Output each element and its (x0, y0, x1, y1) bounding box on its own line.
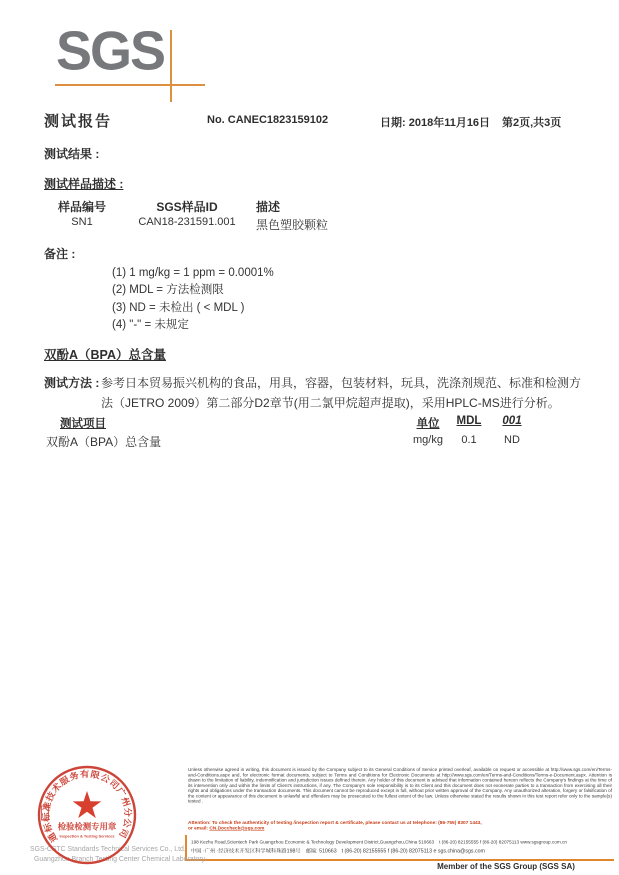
legal-disclaimer: Unless otherwise agreed in writing, this document is issued by the Company subject to its General Conditions of Service printed overleaf, available on request or accessible at http://www.sgs.com/en/Terms-and-Conditions.aspx and, for electronic format documents, subject to Terms and Conditions for Electronic Documents at http://www.sgs.com/en/Terms-and-Conditions/Terms-e-Document.aspx. Attention is drawn to the limitation of liability, indemnification and jurisdiction issues defined therein. Any holder of this document is advised that information contained hereon reflects the Company's findings at the time of its intervention only and within the limits of Client's instructions, if any. The Company's sole responsibility is to its Client and this document does not exonerate parties to a transaction from exercising all their rights and obligations under the transaction documents. This document cannot be reproduced except in full, without prior written approval of the Company. Any unauthorized alteration, forgery or falsification of the content or appearance of this document is unlawful and offenders may be prosecuted to the fullest extent of the law. Unless otherwise stated the results shown in this test report refer only to the sample(s) tested . (188, 767, 612, 804)
address-chinese-contacts: t (86-20) 82155555 f (86-20) 82075113 e sgs.china@sgs.com (341, 848, 485, 854)
address-english-contacts: t (86-20) 82155555 f (86-20) 82075113 www.sgsgroup.com.cn (439, 839, 567, 845)
sample-sn-value: SN1 (71, 216, 93, 228)
sample-desc-value: 黑色塑胶颗粒 (256, 218, 329, 232)
result-item-value: 双酚A（BPA）总含量 (46, 435, 162, 449)
address-english: 198 Kezhu Road,Scientech Park Guangzhou Economic & Technology Development District,Guangzhou,China 510663 (191, 839, 435, 845)
attention-line2-prefix: or email: (188, 825, 210, 831)
note-item: (3) ND = 未检出 ( < MDL ) (112, 301, 245, 314)
inspection-stamp-icon (32, 764, 142, 866)
result-unit-value: mg/kg (413, 434, 443, 446)
test-method-label: 测试方法 : (44, 376, 100, 390)
report-number: No. CANEC1823159102 (207, 114, 329, 126)
notes-label: 备注 : (44, 247, 76, 261)
page-indicator: 第2页,共3页 (502, 117, 562, 129)
stamp-star-icon (73, 791, 102, 818)
logo-crosshair-horizontal (55, 84, 205, 86)
logo-crosshair-vertical (170, 30, 172, 102)
result-col-sample001: 001 (502, 415, 522, 427)
attention-line1: Attention: To check the authenticity of testing /inspection report & certificate, please contact us at telephone: (86-755) 8307 1443, (188, 820, 482, 826)
footer-rule (185, 859, 614, 861)
note-item: (4) "-" = 未规定 (112, 318, 189, 331)
bpa-section-title: 双酚A（BPA）总含量 (44, 348, 166, 362)
sample-description-title: 测试样品描述 : (44, 177, 124, 191)
test-method-text: 参考日本贸易振兴机构的食品，用具，容器，包装材料，玩具，洗涤剂规范、标准和检测方法（JETRO 2009）第二部分D2章节(用二氯甲烷超声提取)，采用HPLC-MS进行分析。 (101, 376, 582, 410)
address-postcode: 邮编: 510663 (305, 848, 337, 854)
sample-col-sgsid: SGS样品ID (156, 200, 218, 214)
note-item: (1) 1 mg/kg = 1 ppm = 0.0001% (112, 267, 274, 279)
test-results-label: 测试结果 : (44, 147, 100, 161)
result-nd-value: ND (504, 434, 520, 446)
address-chinese: 中国 ·广州 ·经济技术开发区科学城科珠路198号 (191, 848, 301, 854)
footer-company-name: SGS-CSTC Standards Technical Services Co., Ltd. (30, 846, 186, 853)
note-item: (2) MDL = 方法检测限 (112, 284, 224, 297)
sgs-membership-text: Member of the SGS Group (SGS SA) (437, 862, 575, 871)
sample-sgsid-value: CAN18-231591.001 (138, 216, 236, 228)
result-col-unit: 单位 (416, 418, 440, 430)
sample-col-sn: 样品编号 (57, 200, 106, 214)
sgs-logo: SGS (56, 20, 165, 82)
footer-lab-name: Guangzhou Branch Testing Center Chemical Laboratory. (34, 856, 207, 863)
result-mdl-value: 0.1 (461, 434, 477, 446)
stamp-title-text: 检验检测专用章 (57, 821, 117, 832)
report-date: 日期: 2018年11月16日 (380, 117, 491, 129)
notes-list (112, 265, 274, 334)
stamp-ring-text: 通标标准技术服务有限公司广州分公司 (40, 768, 134, 845)
page-title: 测试报告 (44, 113, 113, 130)
stamp-subtitle-text: Inspection & Testing Services (59, 833, 115, 839)
result-col-item: 测试项目 (60, 418, 106, 430)
doccheck-email-link[interactable]: CN.Doccheck@sgs.com (209, 825, 265, 831)
sample-col-desc: 描述 (256, 200, 281, 214)
result-col-mdl: MDL (456, 415, 482, 427)
